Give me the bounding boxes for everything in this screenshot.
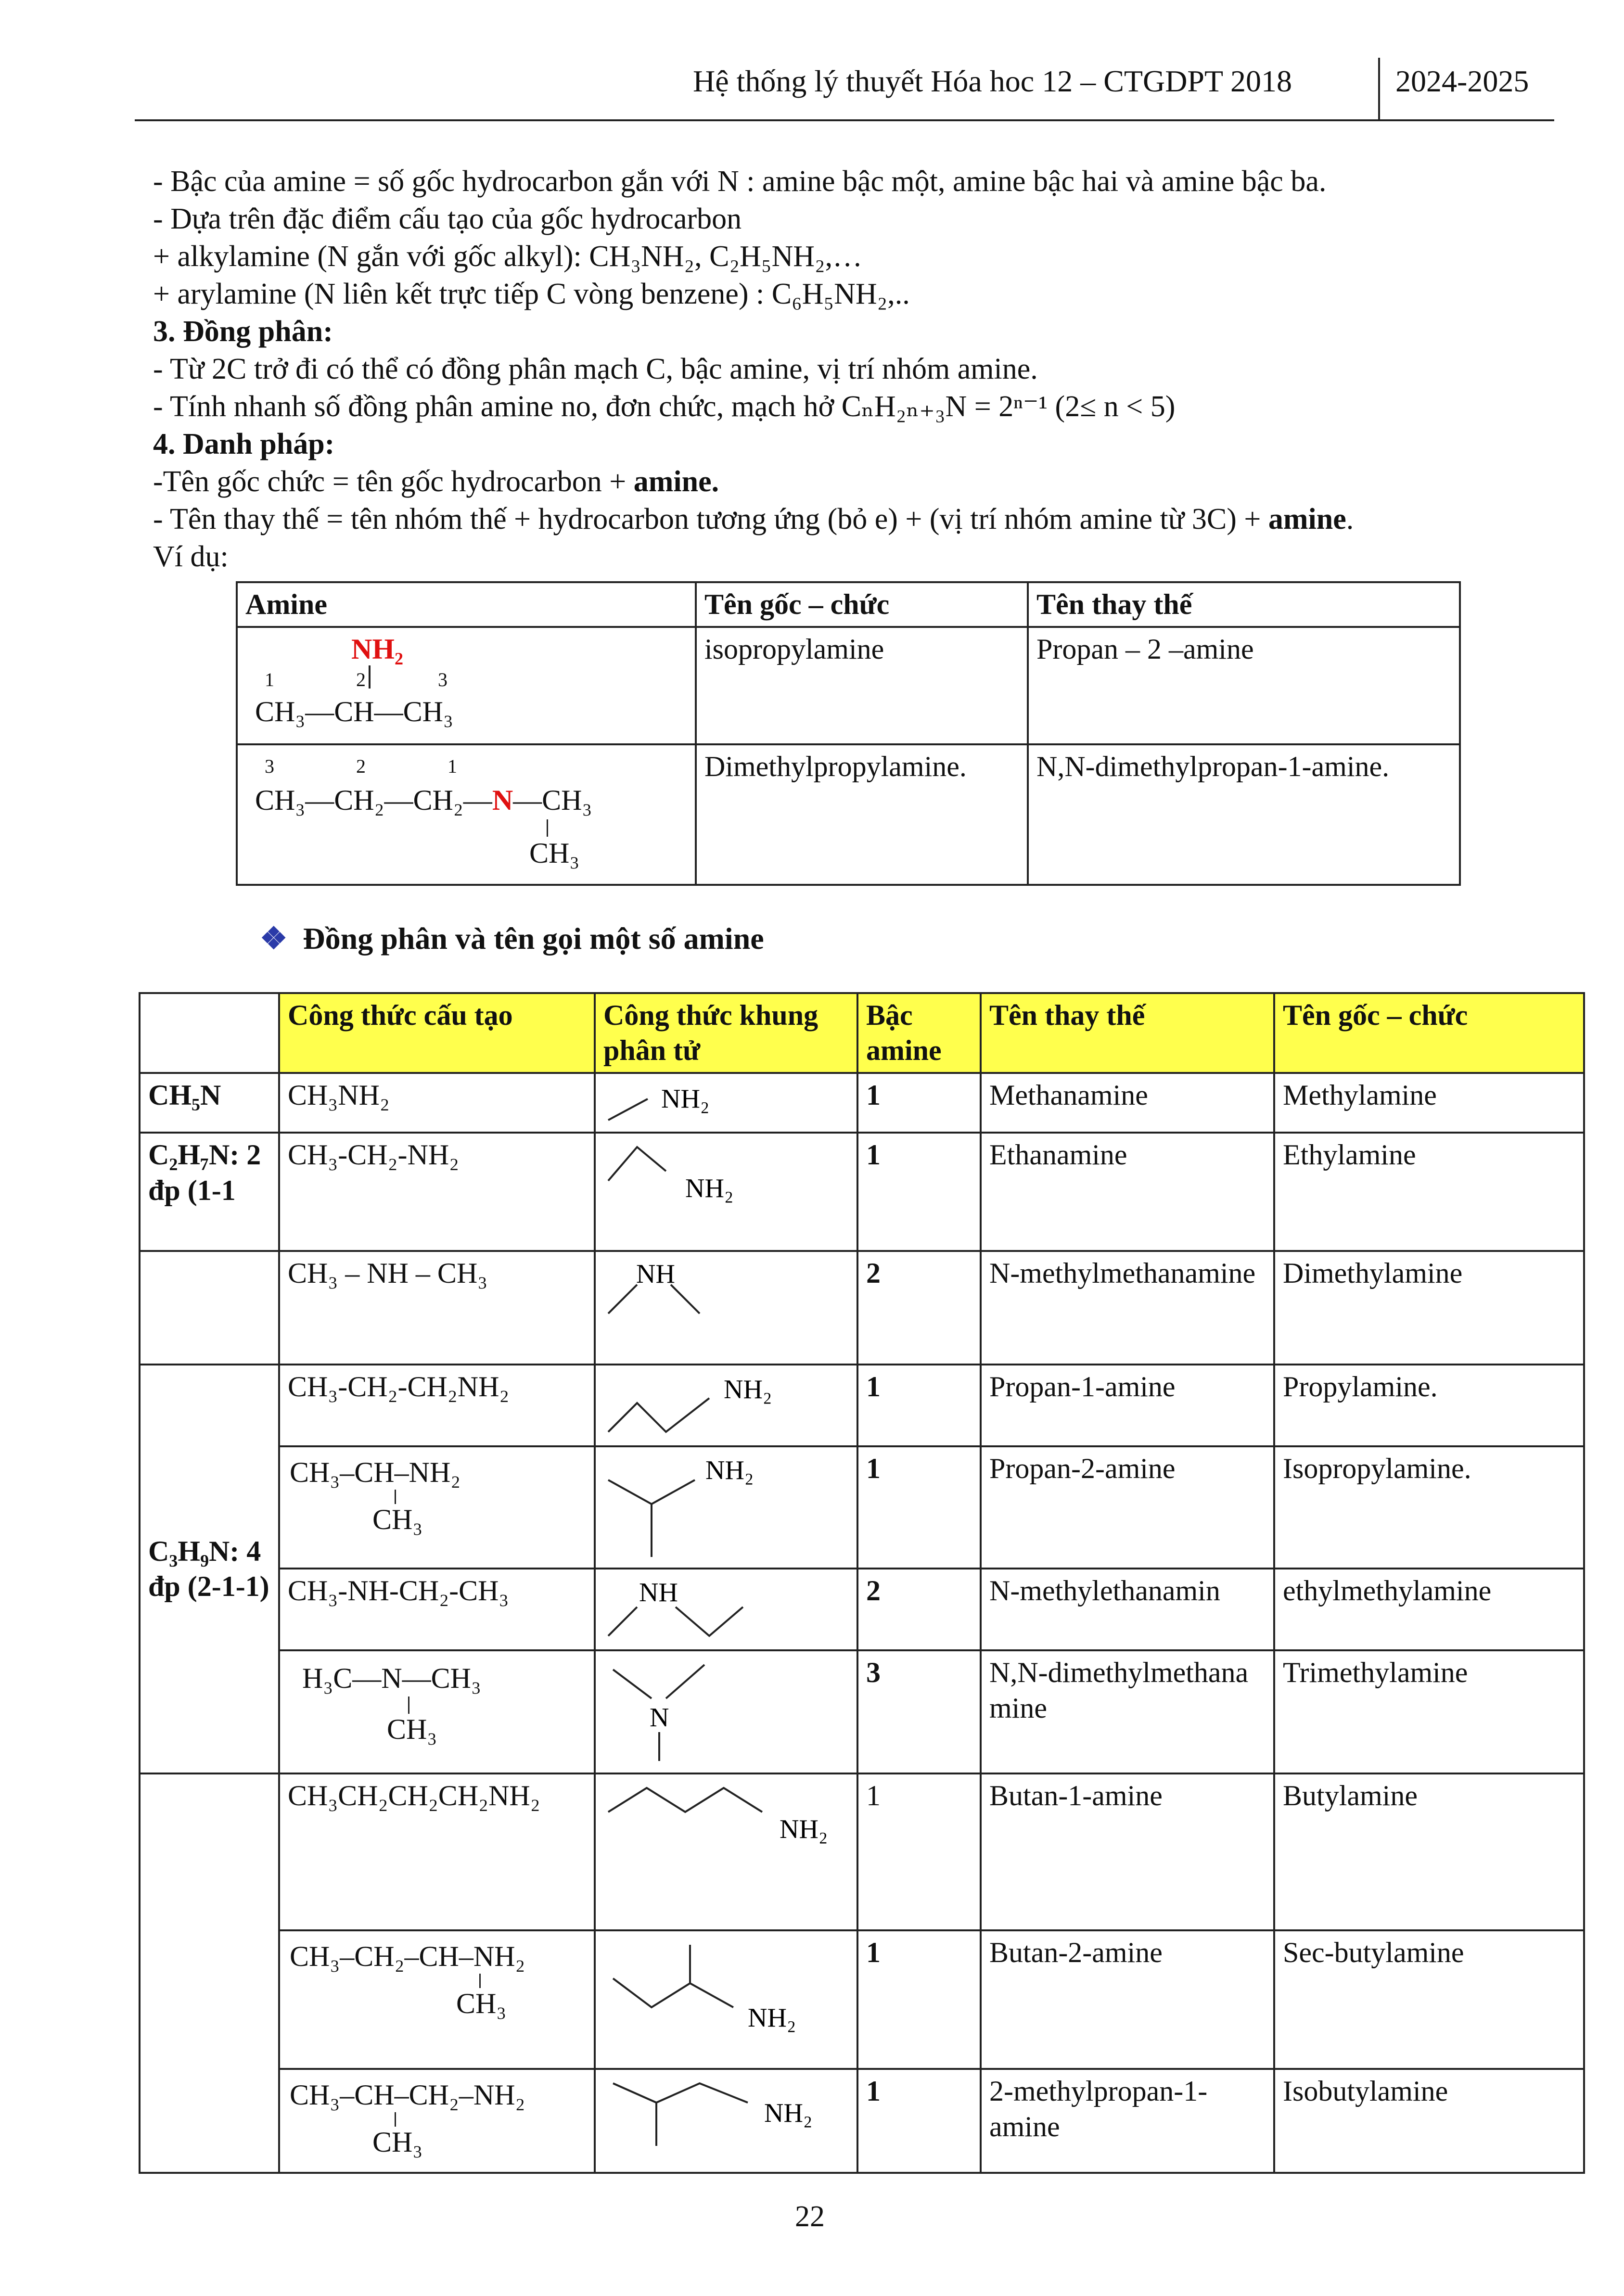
- example-table: [236, 581, 1461, 886]
- diamond-bullet-icon: ❖: [260, 921, 288, 956]
- skeletal-label: NH₂: [705, 1455, 754, 1486]
- skeletal-propanamine-icon: [603, 1369, 844, 1441]
- group-c3h9n: C₃H₉N: 4 đp (2-1-1): [140, 1365, 279, 1773]
- body-line-5: - Từ 2C trở đi có thể có đồng phân mạch C, bậc amine, vị trí nhóm amine.: [153, 353, 1038, 385]
- isobutylamine-structure: [288, 2074, 586, 2165]
- header-divider: [1378, 58, 1380, 121]
- skeletal-cell: [595, 1365, 857, 1446]
- radical-name: Isobutylamine: [1274, 2069, 1584, 2173]
- formula-top: CH₃–CH₂–CH–NH₂: [290, 1940, 525, 1973]
- example-header-amine: Amine: [237, 582, 696, 627]
- skeletal-label: NH₂: [661, 1084, 710, 1114]
- bond-vertical: [408, 1696, 409, 1714]
- header-skeletal-formula: Công thức khung phân tử: [595, 993, 857, 1073]
- example-row-2: [237, 744, 1460, 885]
- table-row: [140, 1569, 1584, 1650]
- dimethylpropyl-formula: [255, 783, 592, 818]
- group-empty: [140, 1773, 279, 2173]
- header-amine-degree: Bậc amine: [857, 993, 981, 1073]
- skeletal-secbutylamine-icon: [603, 1935, 844, 2060]
- line7-bold: amine.: [633, 465, 719, 498]
- formula-bottom: CH₃: [372, 1504, 423, 1536]
- main-header-row: [140, 993, 1584, 1073]
- body-line-6: - Tính nhanh số đồng phân amine no, đơn chức, mạch hở CₙH₂ₙ₊₃N = 2ⁿ⁻¹ (2≤ n < 5): [153, 390, 1176, 423]
- skeletal-methanamine-icon: [603, 1078, 844, 1126]
- nitrogen-atom: N: [492, 784, 513, 816]
- amine-degree: 1: [857, 2069, 981, 2173]
- header-year: 2024-2025: [1395, 64, 1529, 98]
- amine-degree: 2: [857, 1569, 981, 1650]
- skeletal-label: NH: [636, 1259, 675, 1289]
- structural-formula: CH₃ – NH – CH₃: [279, 1251, 595, 1365]
- substitutive-name: Butan-1-amine: [981, 1773, 1274, 1930]
- skeletal-ethanamine-icon: [603, 1137, 844, 1243]
- body-line-8: [153, 504, 1354, 534]
- body-line-7: [153, 467, 719, 497]
- example-row-1: [237, 627, 1460, 744]
- structural-formula: CH₃-CH₂-NH₂: [279, 1133, 595, 1251]
- table-row: [140, 2069, 1584, 2173]
- skeletal-label: NH: [639, 1578, 678, 1608]
- example-header-substitutive: Tên thay thế: [1028, 582, 1460, 627]
- substitutive-name: N-methylmethanamine: [981, 1251, 1274, 1365]
- table-row: [140, 1930, 1584, 2069]
- n-methyl: CH₃: [529, 837, 580, 869]
- carbon-number-1b: 1: [448, 755, 457, 778]
- bond-vertical: [369, 665, 371, 689]
- section-title-text: Đồng phân và tên gọi một số amine: [303, 921, 764, 956]
- substitutive-name: Butan-2-amine: [981, 1930, 1274, 2069]
- substitutive-name: 2-methylpropan-1-amine: [981, 2069, 1274, 2173]
- section-title: [260, 921, 764, 957]
- radical-name: Dimethylamine: [1274, 1251, 1584, 1365]
- structural-formula: [279, 1930, 595, 2069]
- substitutive-name: N-methylethanamin: [981, 1569, 1274, 1650]
- heading-nomenclature: 4. Danh pháp:: [153, 428, 335, 460]
- skeletal-label: NH₂: [764, 2098, 813, 2129]
- radical-name: ethylmethylamine: [1274, 1569, 1584, 1650]
- structural-formula: [279, 2069, 595, 2173]
- body-line-1: - Bậc của amine = số gốc hydrocarbon gắn với N : amine bậc một, amine bậc hai và amine bậc ba.: [153, 165, 1327, 198]
- structural-formula: [279, 1650, 595, 1773]
- table-row: [140, 1773, 1584, 1930]
- structural-formula: CH₃-CH₂-CH₂NH₂: [279, 1365, 595, 1446]
- example-header-row: [237, 582, 1460, 627]
- skeletal-cell: [595, 2069, 857, 2173]
- group-c2h7n: [140, 1133, 279, 1251]
- example-row1-radical: isopropylamine: [696, 627, 1028, 744]
- table-row: [140, 1446, 1584, 1569]
- skeletal-label: N: [650, 1703, 669, 1733]
- formula-bottom: CH₃: [372, 2126, 423, 2158]
- header-substitutive-name: Tên thay thế: [981, 993, 1274, 1073]
- formula-bottom: CH₃: [387, 1713, 437, 1746]
- example-header-radical: Tên gốc – chức: [696, 582, 1028, 627]
- amine-degree: 1: [857, 1930, 981, 2069]
- structural-formula: CH₃NH₂: [279, 1073, 595, 1133]
- skeletal-cell: [595, 1773, 857, 1930]
- skeletal-cell: [595, 1446, 857, 1569]
- radical-name: Methylamine: [1274, 1073, 1584, 1133]
- line8-end: .: [1346, 503, 1354, 536]
- example-row1-structure: [237, 627, 696, 744]
- skeletal-cell: [595, 1133, 857, 1251]
- example-row2-radical: Dimethylpropylamine.: [696, 744, 1028, 885]
- trimethylamine-structure: [288, 1655, 586, 1766]
- header-structural-formula: Công thức cấu tạo: [279, 993, 595, 1073]
- formula-top: CH₃–CH–NH₂: [290, 1456, 461, 1489]
- substitutive-name: Methanamine: [981, 1073, 1274, 1133]
- carbon-number-2: 2: [356, 669, 366, 691]
- header-radical-name: Tên gốc – chức: [1274, 993, 1584, 1073]
- group-empty: [140, 1251, 279, 1365]
- secbutylamine-structure: [288, 1935, 586, 2055]
- table-row: [140, 1133, 1584, 1251]
- skeletal-isopropylamine-icon: [603, 1451, 844, 1562]
- line8-text: - Tên thay thế = tên nhóm thế + hydrocarbon tương ứng (bỏ e) + (vị trí nhóm amine từ 3C) +: [153, 503, 1268, 536]
- body-line-2: - Dựa trên đặc điểm cấu tạo của gốc hydrocarbon: [153, 203, 742, 235]
- radical-name: Butylamine: [1274, 1773, 1584, 1930]
- skeletal-cell: [595, 1650, 857, 1773]
- amine-degree: 1: [857, 1073, 981, 1133]
- skeletal-cell: [595, 1251, 857, 1365]
- formula-bottom: CH₃: [456, 1988, 507, 2020]
- substitutive-name: Ethanamine: [981, 1133, 1274, 1251]
- isopropyl-structure: [245, 632, 687, 738]
- amine-isomer-table: [139, 992, 1585, 2174]
- header-title: Hệ thống lý thuyết Hóa hoc 12 – CTGDPT 2018: [693, 64, 1292, 98]
- main-header-blank: [140, 993, 279, 1073]
- dimethylpropyl-structure: [245, 749, 687, 879]
- header-rule: [135, 119, 1554, 121]
- carbon-number-3b: 3: [265, 755, 274, 778]
- example-row2-structure: [237, 744, 696, 885]
- radical-name: Isopropylamine.: [1274, 1446, 1584, 1569]
- body-line-3: + alkylamine (N gắn với gốc alkyl): CH₃NH₂, C₂H₅NH₂,…: [153, 240, 863, 273]
- example-row1-substitutive: Propan – 2 –amine: [1028, 627, 1460, 744]
- skeletal-label: NH₂: [748, 2003, 796, 2033]
- isopropylamine-structure: [288, 1451, 586, 1557]
- bond-vertical-n: [547, 819, 548, 837]
- radical-name: Propylamine.: [1274, 1365, 1584, 1446]
- structural-formula: CH₃CH₂CH₂CH₂NH₂: [279, 1773, 595, 1930]
- skeletal-label: NH₂: [685, 1174, 734, 1204]
- body-line-4: + arylamine (N liên kết trực tiếp C vòng benzene) : C₆H₅NH₂,..: [153, 278, 910, 310]
- formula-top: CH₃–CH–CH₂–NH₂: [290, 2079, 525, 2111]
- formula-top: H₃C—N—CH₃: [302, 1662, 481, 1695]
- skeletal-cell: [595, 1930, 857, 2069]
- group-ch5n: CH₅N: [140, 1073, 279, 1133]
- table-row: [140, 1365, 1584, 1446]
- amine-degree: 3: [857, 1650, 981, 1773]
- skeletal-dimethylamine-icon: [603, 1256, 844, 1352]
- skeletal-butanamine-icon: [603, 1778, 844, 1875]
- line7-text: -Tên gốc chức = tên gốc hydrocarbon +: [153, 465, 634, 498]
- radical-name: Sec-butylamine: [1274, 1930, 1584, 2069]
- amine-group: NH₂: [351, 633, 403, 665]
- structural-formula: CH₃-NH-CH₂-CH₃: [279, 1569, 595, 1650]
- skeletal-label: NH₂: [780, 1814, 828, 1845]
- skeletal-cell: [595, 1073, 857, 1133]
- amine-degree: 2: [857, 1251, 981, 1365]
- radical-name: Ethylamine: [1274, 1133, 1584, 1251]
- skeletal-isobutylamine-icon: [603, 2074, 844, 2165]
- table-row: [140, 1251, 1584, 1365]
- substitutive-name: Propan-1-amine: [981, 1365, 1274, 1446]
- example-label: Ví dụ:: [153, 540, 229, 573]
- amine-degree: 1: [857, 1133, 981, 1251]
- amine-degree: 1: [857, 1365, 981, 1446]
- table-row: [140, 1650, 1584, 1773]
- structural-formula: [279, 1446, 595, 1569]
- heading-isomers: 3. Đồng phân:: [153, 315, 333, 348]
- amine-degree: 1: [857, 1446, 981, 1569]
- chain-right: —CH₃: [513, 784, 592, 816]
- carbon-number-2b: 2: [356, 755, 366, 778]
- group-label: C₂H₇N: 2 đp (1-1: [148, 1139, 261, 1206]
- skeletal-trimethylamine-icon: [603, 1655, 844, 1766]
- substitutive-name: N,N-dimethylmethanamine: [981, 1650, 1274, 1773]
- amine-degree: 1: [857, 1773, 981, 1930]
- table-row: [140, 1073, 1584, 1133]
- chain-left: CH₃—CH₂—CH₂—: [255, 784, 492, 816]
- page-number: 22: [795, 2200, 825, 2233]
- skeletal-methylethanamine-icon: [603, 1573, 844, 1645]
- substitutive-name: Propan-2-amine: [981, 1446, 1274, 1569]
- carbon-number-1: 1: [265, 669, 274, 691]
- line8-bold: amine: [1268, 503, 1346, 536]
- radical-name: Trimethylamine: [1274, 1650, 1584, 1773]
- isopropyl-formula: CH₃—CH—CH₃: [255, 696, 453, 728]
- example-row2-substitutive: N,N-dimethylpropan-1-amine.: [1028, 744, 1460, 885]
- skeletal-label: NH₂: [724, 1375, 772, 1405]
- skeletal-cell: [595, 1569, 857, 1650]
- carbon-number-3: 3: [438, 669, 448, 691]
